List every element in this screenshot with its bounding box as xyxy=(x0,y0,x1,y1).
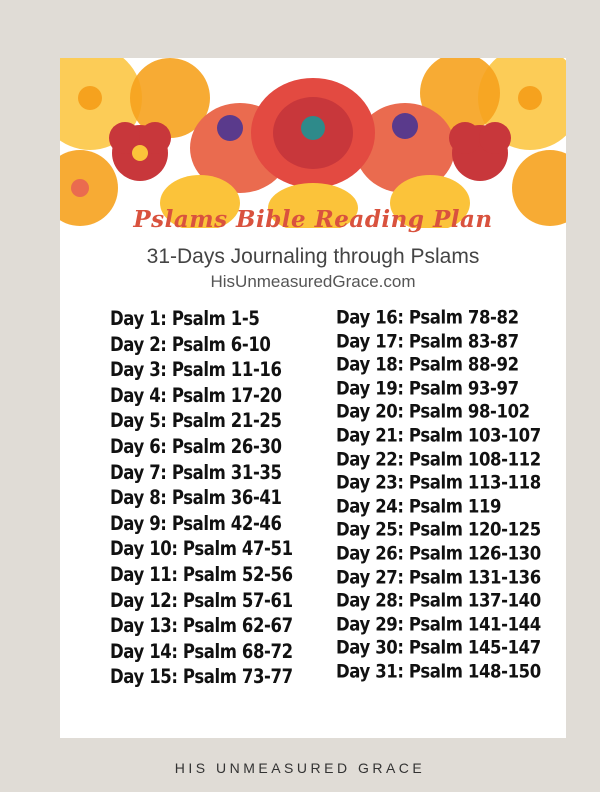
days-column-left xyxy=(110,306,293,690)
day-entry: Day 20: Psalm 98-102 xyxy=(336,401,530,423)
day-entry: Day 8: Psalm 36-41 xyxy=(110,486,282,509)
day-entry: Day 2: Psalm 6-10 xyxy=(110,332,271,356)
day-entry: Day 16: Psalm 78-82 xyxy=(336,306,519,329)
day-entry: Day 14: Psalm 68-72 xyxy=(110,639,293,663)
plan-subtitle: 31-Days Journaling through Pslams xyxy=(146,245,480,268)
floral-header-illustration xyxy=(60,58,566,228)
website-url: HisUnmeasuredGrace.com xyxy=(210,272,416,291)
day-entry: Day 19: Psalm 93-97 xyxy=(336,377,519,399)
day-entry: Day 15: Psalm 73-77 xyxy=(110,665,293,688)
day-entry: Day 28: Psalm 137-140 xyxy=(336,589,541,612)
day-entry: Day 26: Psalm 126-130 xyxy=(336,542,541,565)
day-entry: Day 31: Psalm 148-150 xyxy=(336,660,541,683)
day-entry: Day 7: Psalm 31-35 xyxy=(110,460,282,484)
footer-brand: HIS UNMEASURED GRACE xyxy=(174,760,426,776)
day-entry: Day 25: Psalm 120-125 xyxy=(336,519,541,541)
plan-title: Pslams Bible Reading Plan xyxy=(133,206,493,233)
day-entry: Day 12: Psalm 57-61 xyxy=(110,588,293,612)
day-entry: Day 17: Psalm 83-87 xyxy=(336,330,519,352)
day-entry: Day 18: Psalm 88-92 xyxy=(336,354,519,376)
day-entry: Day 4: Psalm 17-20 xyxy=(110,384,282,407)
days-column-right xyxy=(336,306,541,684)
reading-plan-page xyxy=(60,58,566,738)
crimson-flower-right xyxy=(449,122,511,181)
day-entry: Day 21: Psalm 103-107 xyxy=(336,424,541,447)
day-entry: Day 11: Psalm 52-56 xyxy=(110,563,293,586)
day-entry: Day 9: Psalm 42-46 xyxy=(110,511,282,535)
day-entry: Day 1: Psalm 1-5 xyxy=(110,307,260,330)
day-entry: Day 13: Psalm 62-67 xyxy=(110,614,293,637)
day-entry: Day 6: Psalm 26-30 xyxy=(110,435,282,458)
day-entry: Day 3: Psalm 11-16 xyxy=(110,358,282,381)
day-entry: Day 24: Psalm 119 xyxy=(336,495,502,517)
day-entry: Day 30: Psalm 145-147 xyxy=(336,637,541,659)
day-entry: Day 23: Psalm 113-118 xyxy=(336,471,541,494)
day-entry: Day 29: Psalm 141-144 xyxy=(336,613,541,635)
day-entry: Day 27: Psalm 131-136 xyxy=(336,566,541,588)
center-starburst-flower xyxy=(251,78,375,188)
crimson-flower-left xyxy=(109,122,171,181)
day-entry: Day 22: Psalm 108-112 xyxy=(336,448,541,470)
day-entry: Day 5: Psalm 21-25 xyxy=(110,409,282,433)
day-entry: Day 10: Psalm 47-51 xyxy=(110,537,293,561)
